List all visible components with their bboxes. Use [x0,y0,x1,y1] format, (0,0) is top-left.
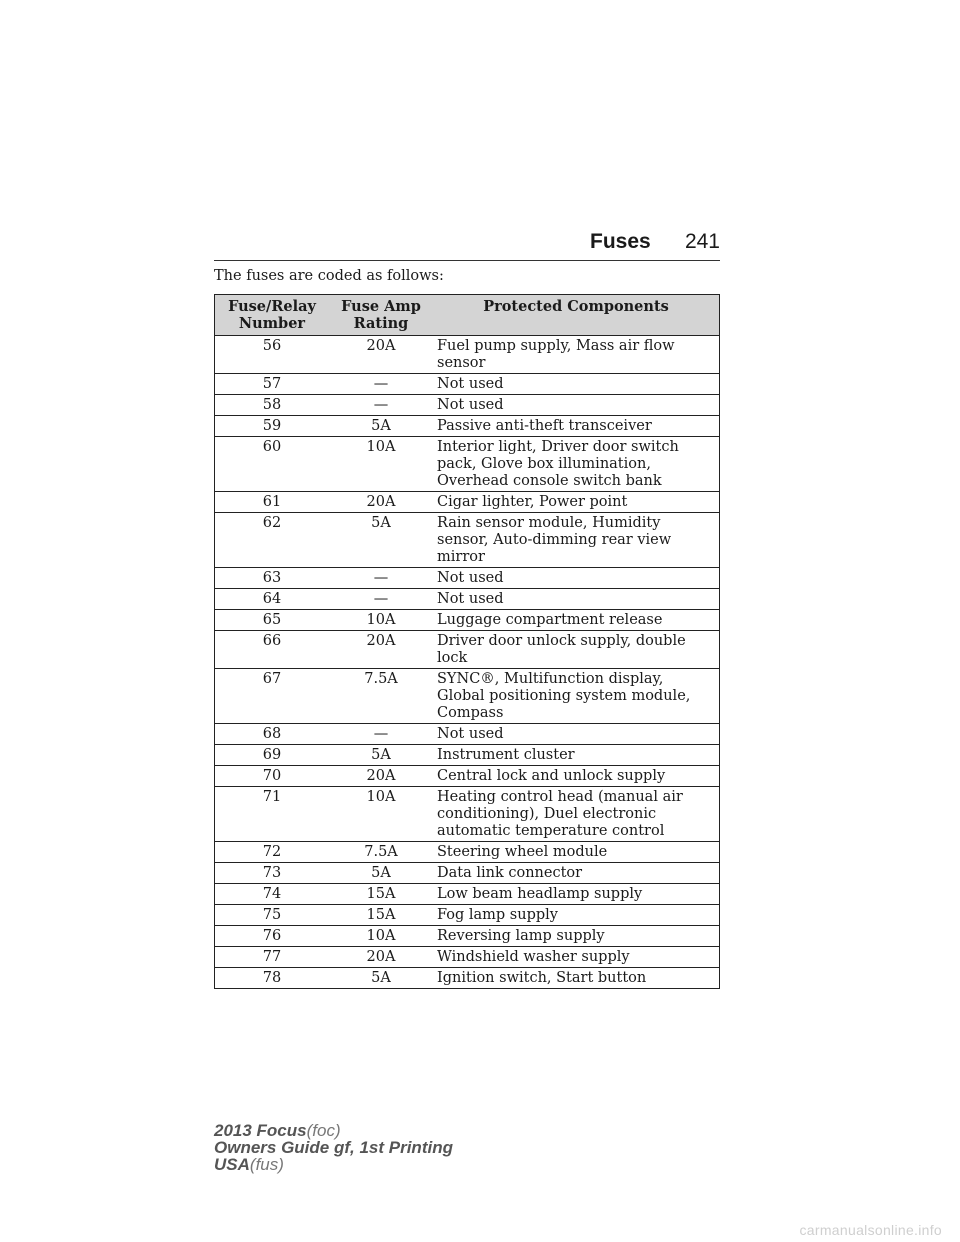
amp-rating-cell: 20A [329,631,433,669]
components-cell: Not used [433,568,720,589]
table-row [215,669,720,724]
fuse-number-cell: 58 [215,395,330,416]
components-cell: Ignition switch, Start button [433,968,720,989]
fuse-number-cell: 64 [215,589,330,610]
fuse-number-cell: 56 [215,336,330,374]
table-row [215,884,720,905]
components-cell: Instrument cluster [433,745,720,766]
intro-text: The fuses are coded as follows: [214,268,444,284]
fuse-number-cell: 67 [215,669,330,724]
fuse-number-cell: 59 [215,416,330,437]
footer [214,1122,453,1173]
fuse-number-cell: 66 [215,631,330,669]
fuse-number-cell: 61 [215,492,330,513]
components-cell: Low beam headlamp supply [433,884,720,905]
fuse-number-cell: 63 [215,568,330,589]
components-cell: Data link connector [433,863,720,884]
amp-rating-cell: 10A [329,610,433,631]
fuse-table-body [215,336,720,989]
table-row [215,926,720,947]
fuse-number-cell: 73 [215,863,330,884]
table-row [215,437,720,492]
fuse-number-cell: 57 [215,374,330,395]
table-row [215,766,720,787]
fuse-number-cell: 78 [215,968,330,989]
table-row [215,416,720,437]
table-row [215,610,720,631]
fuse-table [214,294,720,989]
table-row [215,968,720,989]
table-row [215,745,720,766]
table-row [215,336,720,374]
fuse-number-cell: 76 [215,926,330,947]
amp-rating-cell: — [329,374,433,395]
amp-rating-cell: 5A [329,513,433,568]
table-row [215,905,720,926]
components-cell: Reversing lamp supply [433,926,720,947]
fuse-number-cell: 62 [215,513,330,568]
amp-rating-cell: — [329,568,433,589]
table-row [215,513,720,568]
components-cell: Passive anti-theft transceiver [433,416,720,437]
components-cell: Driver door unlock supply, double lock [433,631,720,669]
components-cell: Rain sensor module, Humidity sensor, Auto-dimming rear view mirror [433,513,720,568]
fuse-number-cell: 68 [215,724,330,745]
amp-rating-cell: 7.5A [329,842,433,863]
table-row [215,395,720,416]
page-header [214,230,720,261]
amp-rating-cell: 20A [329,492,433,513]
components-cell: Central lock and unlock supply [433,766,720,787]
table-row [215,589,720,610]
fuse-number-cell: 65 [215,610,330,631]
components-cell: SYNC®, Multifunction display, Global positioning system module, Compass [433,669,720,724]
fuse-number-cell: 69 [215,745,330,766]
components-cell: Luggage compartment release [433,610,720,631]
table-row [215,947,720,968]
amp-rating-cell: — [329,724,433,745]
amp-rating-cell: 20A [329,947,433,968]
components-cell: Windshield washer supply [433,947,720,968]
components-cell: Not used [433,724,720,745]
components-cell: Cigar lighter, Power point [433,492,720,513]
table-row [215,863,720,884]
column-header-components: Protected Components [433,295,720,336]
fuse-number-cell: 71 [215,787,330,842]
column-header-amp: Fuse Amp Rating [329,295,433,336]
amp-rating-cell: 5A [329,863,433,884]
table-header-row [215,295,720,336]
amp-rating-cell: 10A [329,437,433,492]
fuse-number-cell: 70 [215,766,330,787]
amp-rating-cell: 20A [329,766,433,787]
footer-line-1: 2013 Focus(foc) [214,1121,341,1140]
components-cell: Fog lamp supply [433,905,720,926]
amp-rating-cell: 5A [329,416,433,437]
amp-rating-cell: 5A [329,745,433,766]
amp-rating-cell: 7.5A [329,669,433,724]
fuse-number-cell: 74 [215,884,330,905]
amp-rating-cell: 10A [329,787,433,842]
fuse-number-cell: 60 [215,437,330,492]
table-row [215,724,720,745]
footer-line-2: Owners Guide gf, 1st Printing [214,1138,453,1157]
watermark: carmanualsonline.info [799,1222,942,1238]
amp-rating-cell: 15A [329,884,433,905]
amp-rating-cell: 20A [329,336,433,374]
fuse-number-cell: 75 [215,905,330,926]
amp-rating-cell: 15A [329,905,433,926]
amp-rating-cell: — [329,395,433,416]
table-row [215,787,720,842]
amp-rating-cell: 5A [329,968,433,989]
fuse-number-cell: 72 [215,842,330,863]
components-cell: Heating control head (manual air conditioning), Duel electronic automatic temperature control [433,787,720,842]
components-cell: Steering wheel module [433,842,720,863]
section-title: Fuses [590,230,651,253]
column-header-number: Fuse/Relay Number [215,295,330,336]
components-cell: Interior light, Driver door switch pack, Glove box illumination, Overhead console switch bank [433,437,720,492]
fuse-number-cell: 77 [215,947,330,968]
table-row [215,842,720,863]
amp-rating-cell: 10A [329,926,433,947]
components-cell: Not used [433,395,720,416]
table-row [215,631,720,669]
table-row [215,568,720,589]
components-cell: Not used [433,374,720,395]
amp-rating-cell: — [329,589,433,610]
components-cell: Fuel pump supply, Mass air flow sensor [433,336,720,374]
components-cell: Not used [433,589,720,610]
page-number: 241 [684,230,720,253]
table-row [215,374,720,395]
table-row [215,492,720,513]
footer-line-3: USA(fus) [214,1155,284,1174]
